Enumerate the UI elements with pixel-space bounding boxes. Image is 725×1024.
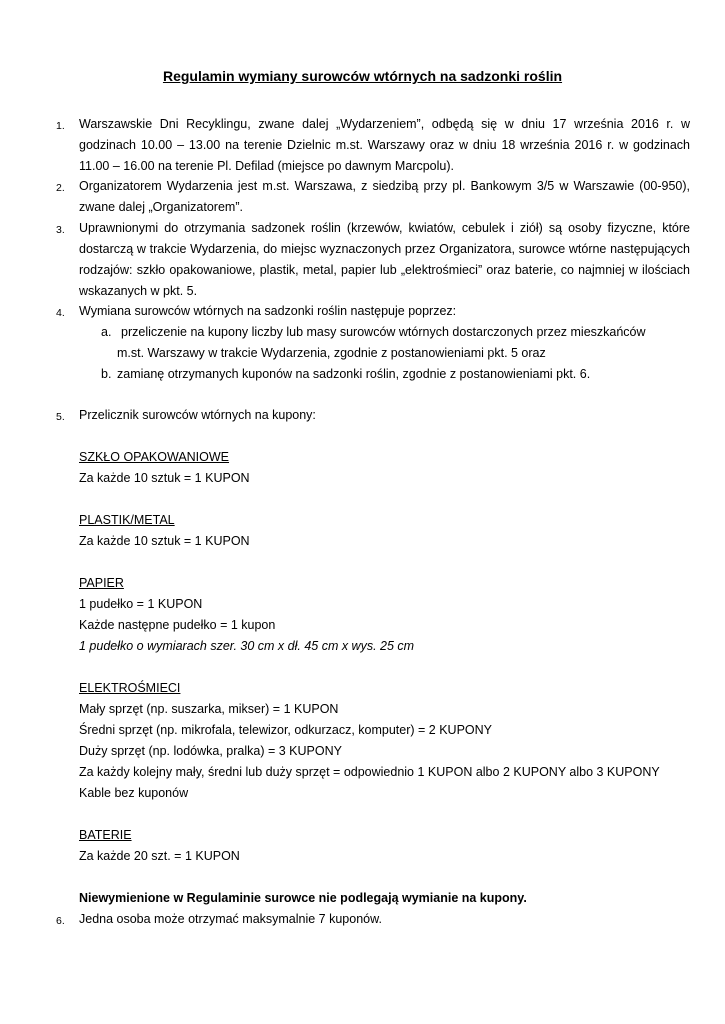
item-text: Organizatorem Wydarzenia jest m.st. Warszawa, z siedzibą przy pl. Bankowym 3/5 w Warszawie (00-950), zwane dalej „Organizatorem”. [79, 179, 690, 214]
item-text: Przelicznik surowców wtórnych na kupony: [79, 408, 316, 422]
item-text: Warszawskie Dni Recyklingu, zwane dalej „Wydarzeniem”, odbędą się w dniu 17 września 2016 r. w godzinach 10.00 – 13.00 na terenie Dzielnic m.st. Warszawy oraz w dniu 18 września 2016 r. w godzinach 11.00 – 16.00 na terenie Pl. Defilad (miejsce po dawnym Marcpolu). [79, 117, 690, 173]
exclusion-note: Niewymienione w Regulaminie surowce nie podlegają wymianie na kupony. [79, 891, 527, 905]
subitem-label: a. [101, 325, 112, 339]
item-number: 6. [56, 915, 65, 927]
section-heading-szklo: SZKŁO OPAKOWANIOWE [79, 450, 230, 464]
conversion-note: 1 pudełko o wymiarach szer. 30 cm x dł. 45 cm x wys. 25 cm [79, 639, 415, 653]
conversion-line: Za każdy kolejny mały, średni lub duży sprzęt = odpowiednio 1 KUPON albo 2 KUPONY albo 3 KUPONY [79, 765, 660, 779]
section-heading-baterie: BATERIE [79, 828, 132, 842]
conversion-line: Kable bez kuponów [79, 786, 189, 800]
subitem-text: m.st. Warszawy w trakcie Wydarzenia, zgodnie z postanowieniami pkt. 5 oraz [117, 346, 546, 360]
item-number: 2. [56, 182, 65, 194]
section-heading-papier: PAPIER [79, 576, 124, 590]
item-text: Jedna osoba może otrzymać maksymalnie 7 kuponów. [79, 912, 382, 926]
conversion-line: Każde następne pudełko = 1 kupon [79, 618, 276, 632]
conversion-line: Mały sprzęt (np. suszarka, mikser) = 1 KUPON [79, 702, 339, 716]
conversion-line: Za każde 10 sztuk = 1 KUPON [79, 534, 250, 548]
item-number: 4. [56, 307, 65, 319]
document-title: Regulamin wymiany surowców wtórnych na sadzonki roślin [162, 68, 563, 84]
conversion-line: 1 pudełko = 1 KUPON [79, 597, 203, 611]
conversion-line: Średni sprzęt (np. mikrofala, telewizor, odkurzacz, komputer) = 2 KUPONY [79, 723, 493, 737]
section-heading-plastik: PLASTIK/METAL [79, 513, 175, 527]
item-number: 5. [56, 411, 65, 423]
item-number: 3. [56, 224, 65, 236]
item-number: 1. [56, 120, 65, 132]
item-text: Wymiana surowców wtórnych na sadzonki roślin następuje poprzez: [79, 304, 457, 318]
section-heading-elektro: ELEKTROŚMIECI [79, 681, 181, 695]
subitem-text: zamianę otrzymanych kuponów na sadzonki roślin, zgodnie z postanowieniami pkt. 6. [117, 367, 591, 381]
subitem-text: przeliczenie na kupony liczby lub masy surowców wtórnych dostarczonych przez mieszkańców [121, 325, 646, 339]
conversion-line: Za każde 20 szt. = 1 KUPON [79, 849, 240, 863]
conversion-line: Duży sprzęt (np. lodówka, pralka) = 3 KUPONY [79, 744, 342, 758]
subitem-label: b. [101, 367, 112, 381]
conversion-line: Za każde 10 sztuk = 1 KUPON [79, 471, 250, 485]
item-text: Uprawnionymi do otrzymania sadzonek roślin (krzewów, kwiatów, cebulek i ziół) są osoby fizyczne, które dostarczą w trakcie Wydarzenia, do miejsc wyznaczonych przez Organizatora, surowce wtórne następujących rodzajów: szkło opakowaniowe, plastik, metal, papier lub „elektrośmieci” oraz baterie, co najmniej w ilościach wskazanych w pkt. 5. [79, 221, 690, 298]
